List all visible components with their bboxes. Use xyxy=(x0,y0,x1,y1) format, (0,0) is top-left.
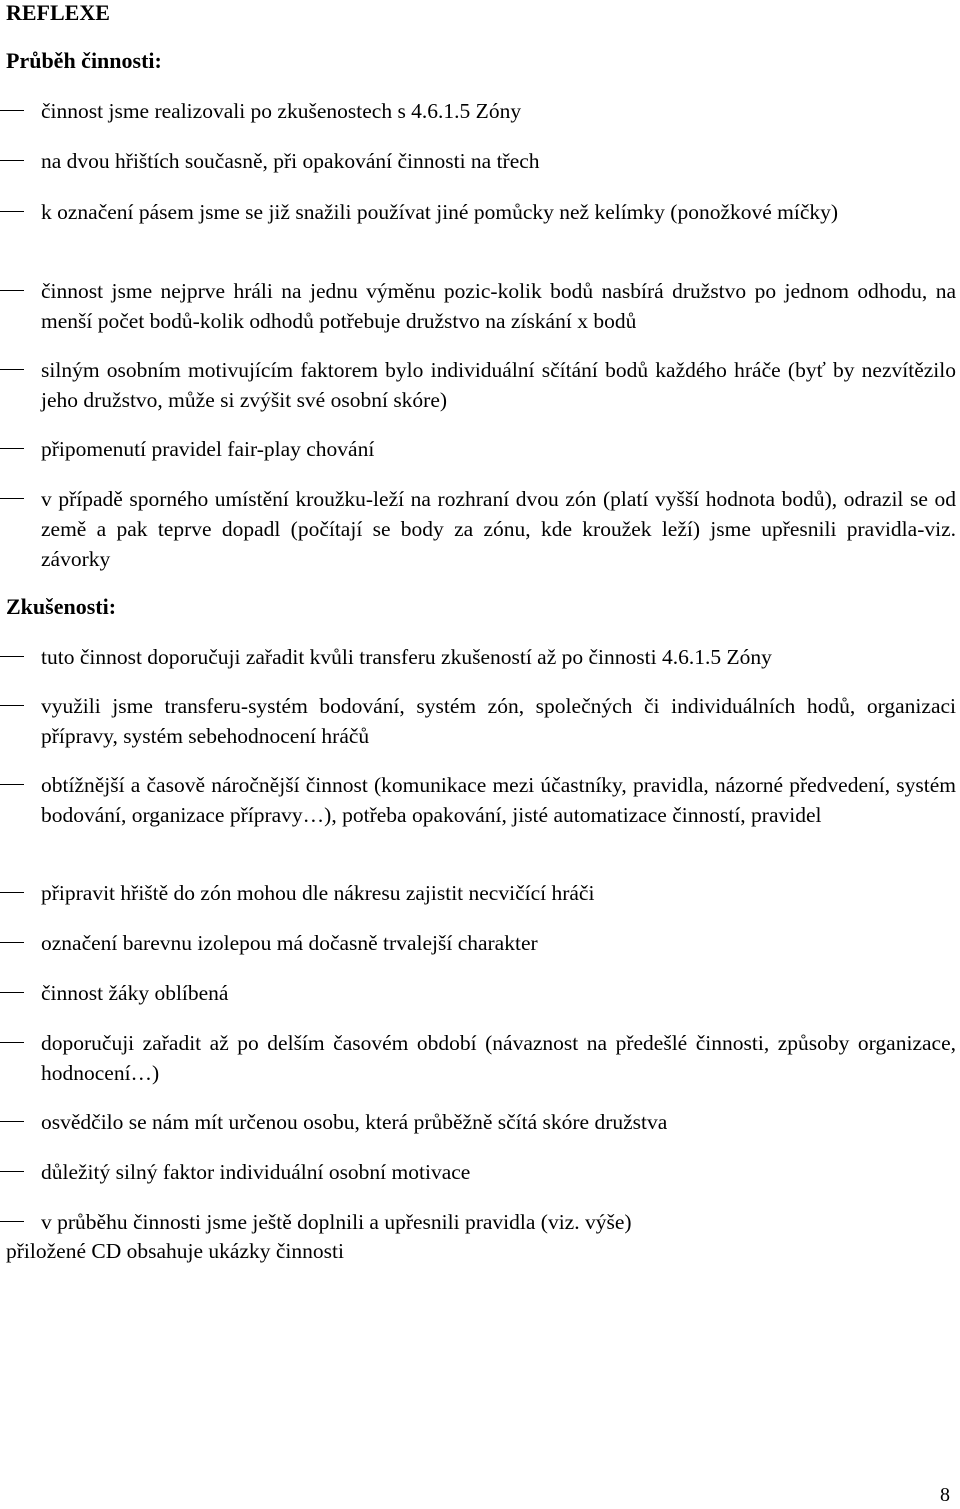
list-item-text: osvědčilo se nám mít určenou osobu, která průběžně sčítá skóre družstva xyxy=(41,1110,668,1134)
dash-bullet xyxy=(0,1221,24,1222)
section-title-prubeh: Průběh činnosti: xyxy=(6,48,162,73)
dash-bullet xyxy=(0,1042,24,1043)
dash-bullet xyxy=(0,892,24,893)
list-item-text: v průběhu činnosti jsme ještě doplnili a upřesnili pravidla (viz. výše) xyxy=(41,1210,632,1234)
dash-bullet xyxy=(0,160,24,161)
list-item-text: činnost žáky oblíbená xyxy=(41,981,229,1005)
dash-bullet xyxy=(0,942,24,943)
list-item-text: tuto činnost doporučuji zařadit kvůli transferu zkušeností až po činnosti 4.6.1.5 Zóny xyxy=(41,645,772,669)
section-title-zkusenosti: Zkušenosti: xyxy=(6,594,117,619)
list-item-text: obtížnější a časově náročnější činnost (komunikace mezi účastníky, pravidla, názorné předvedení, systém bodování, organizace přípravy…), potřeba opakování, jisté automatizace činností, pravidel xyxy=(41,773,956,827)
page-number: 8 xyxy=(940,1484,950,1506)
dash-bullet xyxy=(0,448,24,449)
list-item-text: činnost jsme nejprve hráli na jednu výměnu pozic-kolik bodů nasbírá družstvo po jednom odhodu, na menší počet bodů-kolik odhodů potřebuje družstvo na získání x bodů xyxy=(41,279,956,333)
dash-bullet xyxy=(0,1121,24,1122)
dash-bullet xyxy=(0,110,24,111)
list-item-text: silným osobním motivujícím faktorem bylo individuální sčítání bodů každého hráče (byť by nezvítězilo jeho družstvo, může si zvýšit své osobní skóre) xyxy=(41,358,956,412)
cd-note: přiložené CD obsahuje ukázky činnosti xyxy=(6,1239,344,1263)
list-item-text: k označení pásem jsme se již snažili používat jiné pomůcky než kelímky (ponožkové míčky) xyxy=(41,200,839,224)
list-item-text: připravit hřiště do zón mohou dle nákresu zajistit necvičící hráči xyxy=(41,881,595,905)
dash-bullet xyxy=(0,992,24,993)
list-item-text: na dvou hřištích současně, při opakování činnosti na třech xyxy=(41,149,540,173)
list-item-text: označení barevnu izolepou má dočasně trvalejší charakter xyxy=(41,931,538,955)
list-item-text: doporučuji zařadit až po delším časovém období (návaznost na předešlé činnosti, způsoby organizace, hodnocení…) xyxy=(41,1031,956,1085)
list-item-text: v případě sporného umístění kroužku-leží na rozhraní dvou zón (platí vyšší hodnota bodů), odrazil se od země a pak teprve dopadl (počítají se body za zónu, kde kroužek leží) jsme upřesnili pravidla-viz. závorky xyxy=(41,487,956,571)
dash-bullet xyxy=(0,784,24,785)
dash-bullet xyxy=(0,705,24,706)
dash-bullet xyxy=(0,211,24,212)
list-item-text: připomenutí pravidel fair-play chování xyxy=(41,437,375,461)
dash-bullet xyxy=(0,369,24,370)
list-item-text: činnost jsme realizovali po zkušenostech s 4.6.1.5 Zóny xyxy=(41,99,522,123)
dash-bullet xyxy=(0,656,24,657)
dash-bullet xyxy=(0,1171,24,1172)
list-item-text: důležitý silný faktor individuální osobní motivace xyxy=(41,1160,471,1184)
list-item-text: využili jsme transferu-systém bodování, systém zón, společných či individuálních hodů, organizaci přípravy, systém sebehodnocení hráčů xyxy=(41,694,956,748)
dash-bullet xyxy=(0,498,24,499)
document-heading: REFLEXE xyxy=(6,0,110,25)
dash-bullet xyxy=(0,290,24,291)
